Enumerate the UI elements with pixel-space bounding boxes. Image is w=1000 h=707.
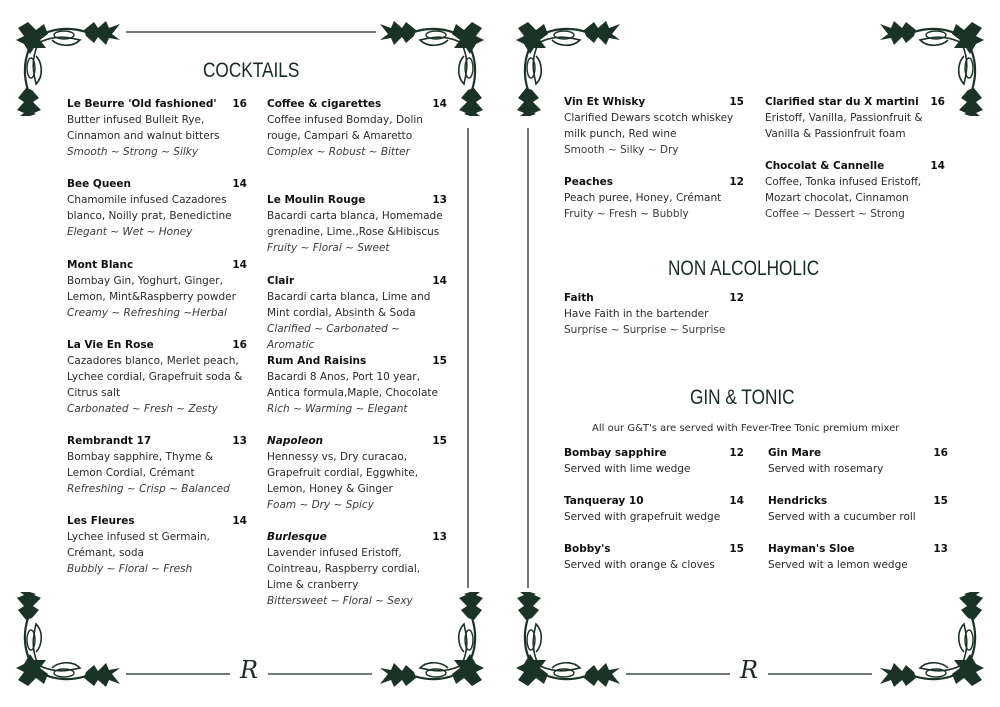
item-description: Served with grapefruit wedge <box>564 511 721 523</box>
menu-item <box>564 541 744 573</box>
item-price: 14 <box>232 178 247 190</box>
item-description: Butter infused Bulleit Rye, Cinnamon and walnut bitters <box>67 114 220 142</box>
item-name: Gin Mare <box>768 447 822 459</box>
item-name: Burlesque <box>267 531 327 543</box>
item-name: Le Moulin Rouge <box>267 194 366 206</box>
item-description: Served with lime wedge <box>564 463 691 475</box>
item-name: Bombay sapphire <box>564 447 667 459</box>
item-description: Bacardi carta blanca, Lime and Mint cordial, Absinth & Soda <box>267 291 431 319</box>
item-description: Have Faith in the bartender <box>564 308 709 320</box>
top-rule <box>126 31 376 33</box>
item-description: Served wit a lemon wedge <box>768 559 908 571</box>
item-description: Bombay Gin, Yoghurt, Ginger, Lemon, Mint&Raspberry powder <box>67 275 236 303</box>
item-price: 13 <box>933 543 948 555</box>
item-tasting-notes: Bubbly ~ Floral ~ Fresh <box>67 563 193 575</box>
item-tasting-notes: Refreshing ~ Crisp ~ Balanced <box>67 483 230 495</box>
item-price: 13 <box>432 194 447 206</box>
item-description: Cazadores blanco, Merlet peach, Lychee cordial, Grapefruit soda & Citrus salt <box>67 355 243 399</box>
item-name: Peaches <box>564 176 613 188</box>
item-name: Rembrandt 17 <box>67 435 152 447</box>
item-price: 13 <box>432 531 447 543</box>
item-price: 15 <box>729 96 744 108</box>
menu-item <box>564 290 744 338</box>
item-price: 12 <box>729 176 744 188</box>
bottom-rule-left <box>126 673 230 675</box>
item-description: Bacardi 8 Anos, Port 10 year, Antica formula,Maple, Chocolate <box>267 371 438 399</box>
menu-item <box>267 192 447 256</box>
item-description: Coffee, Tonka infused Eristoff, Mozart chocolat, Cinnamon <box>765 176 922 204</box>
item-price: 14 <box>432 275 447 287</box>
item-name: Napoleon <box>267 435 324 447</box>
menu-item <box>67 337 247 417</box>
item-price: 16 <box>232 339 247 351</box>
ornament-corner-bottom-right-icon <box>874 590 986 690</box>
item-price: 14 <box>930 160 945 172</box>
ornament-corner-bottom-left-icon <box>514 590 626 690</box>
menu-item <box>67 176 247 240</box>
item-description: Lavender infused Eristoff, Cointreau, Raspberry cordial, Lime & cranberry <box>267 547 421 591</box>
bottom-rule-left <box>626 673 730 675</box>
item-description: Bombay sapphire, Thyme & Lemon Cordial, Crémant <box>67 451 214 479</box>
ornament-corner-bottom-left-icon <box>14 590 126 690</box>
brand-logo: R <box>739 656 759 684</box>
menu-item <box>67 433 247 497</box>
item-tasting-notes: Carbonated ~ Fresh ~ Zesty <box>67 403 218 415</box>
item-tasting-notes: Creamy ~ Refreshing ~Herbal <box>67 307 227 319</box>
item-tasting-notes: Foam ~ Dry ~ Spicy <box>267 499 374 511</box>
left-rule <box>527 128 529 588</box>
item-description: Hennessy vs, Dry curacao, Grapefruit cordial, Eggwhite, Lemon, Honey & Ginger <box>267 451 419 495</box>
item-price: 12 <box>729 447 744 459</box>
item-name: Clarified star du X martini <box>765 96 919 108</box>
item-description: Served with a cucumber roll <box>768 511 916 523</box>
item-name: Mont Blanc <box>67 259 134 271</box>
item-tasting-notes: Smooth ~ Strong ~ Silky <box>67 146 199 158</box>
menu-item <box>67 513 247 577</box>
section-title-cocktails: COCKTAILS <box>203 59 300 82</box>
item-description: Eristoff, Vanilla, Passionfruit & Vanilla & Passionfruit foam <box>765 112 923 140</box>
item-tasting-notes: Complex ~ Robust ~ Bitter <box>267 146 410 158</box>
item-description: Served with orange & cloves <box>564 559 715 571</box>
item-name: Bee Queen <box>67 178 132 190</box>
item-name: Tanqueray 10 <box>564 495 644 507</box>
item-name: Le Beurre 'Old fashioned' <box>67 98 217 110</box>
item-price: 15 <box>432 355 447 367</box>
section-title-non-alcoholic: NON ALCOLHOLIC <box>668 257 820 280</box>
item-price: 13 <box>232 435 247 447</box>
brand-logo: R <box>239 656 259 684</box>
item-tasting-notes: Bittersweet ~ Floral ~ Sexy <box>267 595 413 607</box>
menu-item <box>267 529 447 609</box>
item-tasting-notes: Fruity ~ Fresh ~ Bubbly <box>564 208 689 220</box>
menu-item <box>768 541 948 573</box>
item-tasting-notes: Fruity ~ Floral ~ Sweet <box>267 242 390 254</box>
item-name: Les Fleures <box>67 515 135 527</box>
item-name: Rum And Raisins <box>267 355 367 367</box>
item-price: 15 <box>933 495 948 507</box>
menu-item <box>564 493 744 525</box>
item-price: 16 <box>933 447 948 459</box>
item-description: Served with rosemary <box>768 463 884 475</box>
menu-item <box>67 257 247 321</box>
item-price: 14 <box>729 495 744 507</box>
item-name: Hendricks <box>768 495 828 507</box>
menu-item <box>67 96 247 160</box>
item-price: 16 <box>930 96 945 108</box>
item-name: Hayman's Sloe <box>768 543 855 555</box>
item-name: La Vie En Rose <box>67 339 154 351</box>
item-name: Vin Et Whisky <box>564 96 646 108</box>
menu-item <box>765 158 945 222</box>
menu-item <box>564 445 744 477</box>
bottom-rule-right <box>768 673 872 675</box>
item-description: Chamomile infused Cazadores blanco, Noilly prat, Benedictine <box>67 194 232 222</box>
item-description: Peach puree, Honey, Crémant <box>564 192 722 204</box>
menu-item <box>267 273 447 353</box>
item-tasting-notes: Rich ~ Warming ~ Elegant <box>267 403 408 415</box>
gin-tonic-note: All our G&T's are served with Fever-Tree Tonic premium mixer <box>592 423 900 434</box>
menu-item <box>768 493 948 525</box>
item-name: Clair <box>267 275 295 287</box>
bottom-rule-right <box>268 673 372 675</box>
item-price: 12 <box>729 292 744 304</box>
item-tasting-notes: Elegant ~ Wet ~ Honey <box>67 226 193 238</box>
drinks-page <box>500 0 1000 707</box>
menu-item <box>564 94 744 158</box>
menu-item <box>564 174 744 222</box>
item-price: 15 <box>432 435 447 447</box>
item-tasting-notes: Smooth ~ Silky ~ Dry <box>564 144 679 156</box>
menu-item <box>768 445 948 477</box>
item-name: Coffee & cigarettes <box>267 98 382 110</box>
item-name: Chocolat & Cannelle <box>765 160 885 172</box>
section-title-gin-tonic: GIN & TONIC <box>690 386 795 409</box>
item-tasting-notes: Surprise ~ Surprise ~ Surprise <box>564 324 726 336</box>
item-price: 14 <box>232 515 247 527</box>
item-price: 14 <box>432 98 447 110</box>
item-name: Bobby's <box>564 543 611 555</box>
item-price: 16 <box>232 98 247 110</box>
menu-item <box>765 94 945 142</box>
menu-item <box>267 96 447 160</box>
item-price: 15 <box>729 543 744 555</box>
menu-item <box>267 433 447 513</box>
right-rule <box>467 128 469 588</box>
item-tasting-notes: Coffee ~ Dessert ~ Strong <box>765 208 905 220</box>
item-description: Bacardi carta blanca, Homemade grenadine, Lime.,Rose &Hibiscus <box>267 210 443 238</box>
item-tasting-notes: Clarified ~ Carbonated ~ Aromatic <box>267 323 400 351</box>
item-name: Faith <box>564 292 594 304</box>
item-description: Coffee infused Bomday, Dolin rouge, Campari & Amaretto <box>267 114 423 142</box>
menu-item <box>267 353 447 417</box>
item-description: Clarified Dewars scotch whiskey milk punch, Red wine <box>564 112 734 140</box>
item-price: 14 <box>232 259 247 271</box>
item-description: Lychee infused st Germain, Crémant, soda <box>67 531 210 559</box>
